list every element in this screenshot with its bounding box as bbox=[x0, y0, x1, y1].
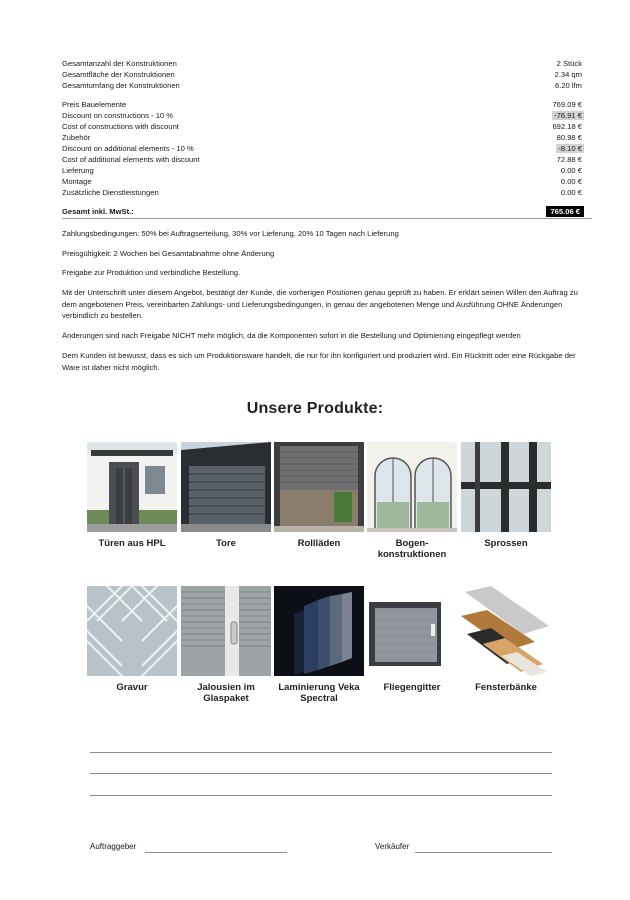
product-caption: Fliegengitter bbox=[383, 682, 441, 693]
price-label: Cost of additional elements with discount bbox=[62, 155, 200, 164]
product-image-engraving bbox=[87, 586, 177, 676]
total-value: 765.06 € bbox=[546, 206, 584, 217]
price-value: 72.88 € bbox=[556, 155, 582, 164]
price-row bbox=[62, 165, 584, 176]
price-value: 80.98 € bbox=[556, 133, 582, 142]
price-value: 769.09 € bbox=[552, 100, 582, 109]
discount-value: -76.91 € bbox=[554, 111, 582, 120]
product-image-doors bbox=[87, 442, 177, 532]
product-image-muntins bbox=[461, 442, 551, 532]
product-image-window-sills bbox=[461, 586, 551, 676]
product-caption: Türen aus HPL bbox=[98, 538, 166, 549]
product-caption: Jalousien im Glaspaket bbox=[197, 682, 255, 704]
summary-label: Gesamtfläche der Konstruktionen bbox=[62, 70, 175, 79]
client-signature-line bbox=[145, 852, 287, 853]
product-caption: Rollläden bbox=[297, 538, 341, 549]
price-row bbox=[62, 154, 584, 165]
price-label: Discount on constructions - 10 % bbox=[62, 111, 174, 120]
total-label: Gesamt inkl. MwSt.: bbox=[62, 207, 134, 216]
price-value: 692.18 € bbox=[552, 122, 582, 131]
product-caption: Gravur bbox=[116, 682, 148, 693]
price-label: Zubehör bbox=[62, 133, 91, 142]
price-value: 0.00 € bbox=[560, 188, 582, 197]
seller-signature-line bbox=[415, 852, 552, 853]
discount-value: -8.10 € bbox=[558, 144, 582, 153]
price-row bbox=[62, 121, 584, 132]
price-label: Lieferung bbox=[62, 166, 94, 175]
payment-terms: Zahlungsbedingungen: 50% bei Auftragserteilung, 30% vor Lieferung, 20% 10 Tagen nach Lieferung bbox=[62, 229, 399, 238]
summary-label: Gesamtanzahl der Konstruktionen bbox=[62, 59, 177, 68]
price-label: Cost of constructions with discount bbox=[62, 122, 179, 131]
product-caption: Fensterbänke bbox=[475, 682, 537, 693]
client-signature-label: Auftraggeber bbox=[90, 842, 137, 851]
price-row bbox=[62, 143, 584, 154]
price-row bbox=[62, 187, 584, 198]
notes-line bbox=[90, 773, 552, 774]
total-row bbox=[62, 206, 584, 217]
summary-row bbox=[62, 69, 584, 80]
price-validity: Preisgültigkeit: 2 Wochen bei Gesamtabnahme ohne Änderung bbox=[62, 249, 275, 258]
product-caption: Tore bbox=[216, 538, 236, 549]
product-image-fly-screen bbox=[367, 586, 457, 676]
price-value: 0.00 € bbox=[560, 166, 582, 175]
summary-value: 2 Stück bbox=[556, 59, 582, 68]
product-image-arches bbox=[367, 442, 457, 532]
price-row bbox=[62, 132, 584, 143]
notes-line bbox=[90, 752, 552, 753]
summary-value: 6.20 lfm bbox=[554, 81, 582, 90]
summary-row bbox=[62, 80, 584, 91]
product-caption: Bogen- konstruktionen bbox=[377, 538, 447, 560]
price-row bbox=[62, 176, 584, 187]
changes-note: Änderungen sind nach Freigabe NICHT mehr möglich, da die Komponenten sofort in die Bestellung und Optimierung eingepflegt werden bbox=[62, 331, 521, 340]
notes-line bbox=[90, 795, 552, 796]
products-heading: Unsere Produkte: bbox=[246, 400, 384, 417]
price-row bbox=[62, 99, 584, 110]
summary-row bbox=[62, 58, 584, 69]
summary-label: Gesamtumfang der Konstruktionen bbox=[62, 81, 180, 90]
price-value: 0.00 € bbox=[560, 177, 582, 186]
price-label: Montage bbox=[62, 177, 92, 186]
product-caption: Sprossen bbox=[484, 538, 528, 549]
price-label: Discount on additional elements - 10 % bbox=[62, 144, 194, 153]
custom-goods-note: Dem Kunden ist bewusst, dass es sich um Produktionsware handelt, die nur für ihn konfiguriert und produziert wird. Ein Rücktritt oder eine Rückgabe der Ware ist daher nicht möglich. bbox=[62, 351, 576, 372]
price-label: Preis Bauelemente bbox=[62, 100, 127, 109]
summary-value: 2.34 qm bbox=[554, 70, 582, 79]
product-image-shutters bbox=[274, 442, 364, 532]
product-caption: Laminierung Veka Spectral bbox=[278, 682, 360, 704]
price-row bbox=[62, 110, 584, 121]
product-image-gates bbox=[181, 442, 271, 532]
product-image-blinds bbox=[181, 586, 271, 676]
release-note: Freigabe zur Produktion und verbindliche Bestellung. bbox=[62, 268, 241, 277]
seller-signature-label: Verkäufer bbox=[375, 842, 410, 851]
signature-note: Mit der Unterschrift unter diesem Angebot, bestätigt der Kunde, die vorherigen Positionen genau geprüft zu haben. Er erklärt seinen Willen den Auftrag zu dem angebotenen Preis, vereinbarten Zahlungs- und Lieferungsbedingungen, in genau der angebotenen Menge und Ausführung OHNE Änderungen verbindlich zu bestellen. bbox=[62, 288, 578, 320]
total-divider bbox=[62, 218, 592, 219]
price-label: Zusätzliche Dienstleistungen bbox=[62, 188, 159, 197]
product-image-lamination bbox=[274, 586, 364, 676]
